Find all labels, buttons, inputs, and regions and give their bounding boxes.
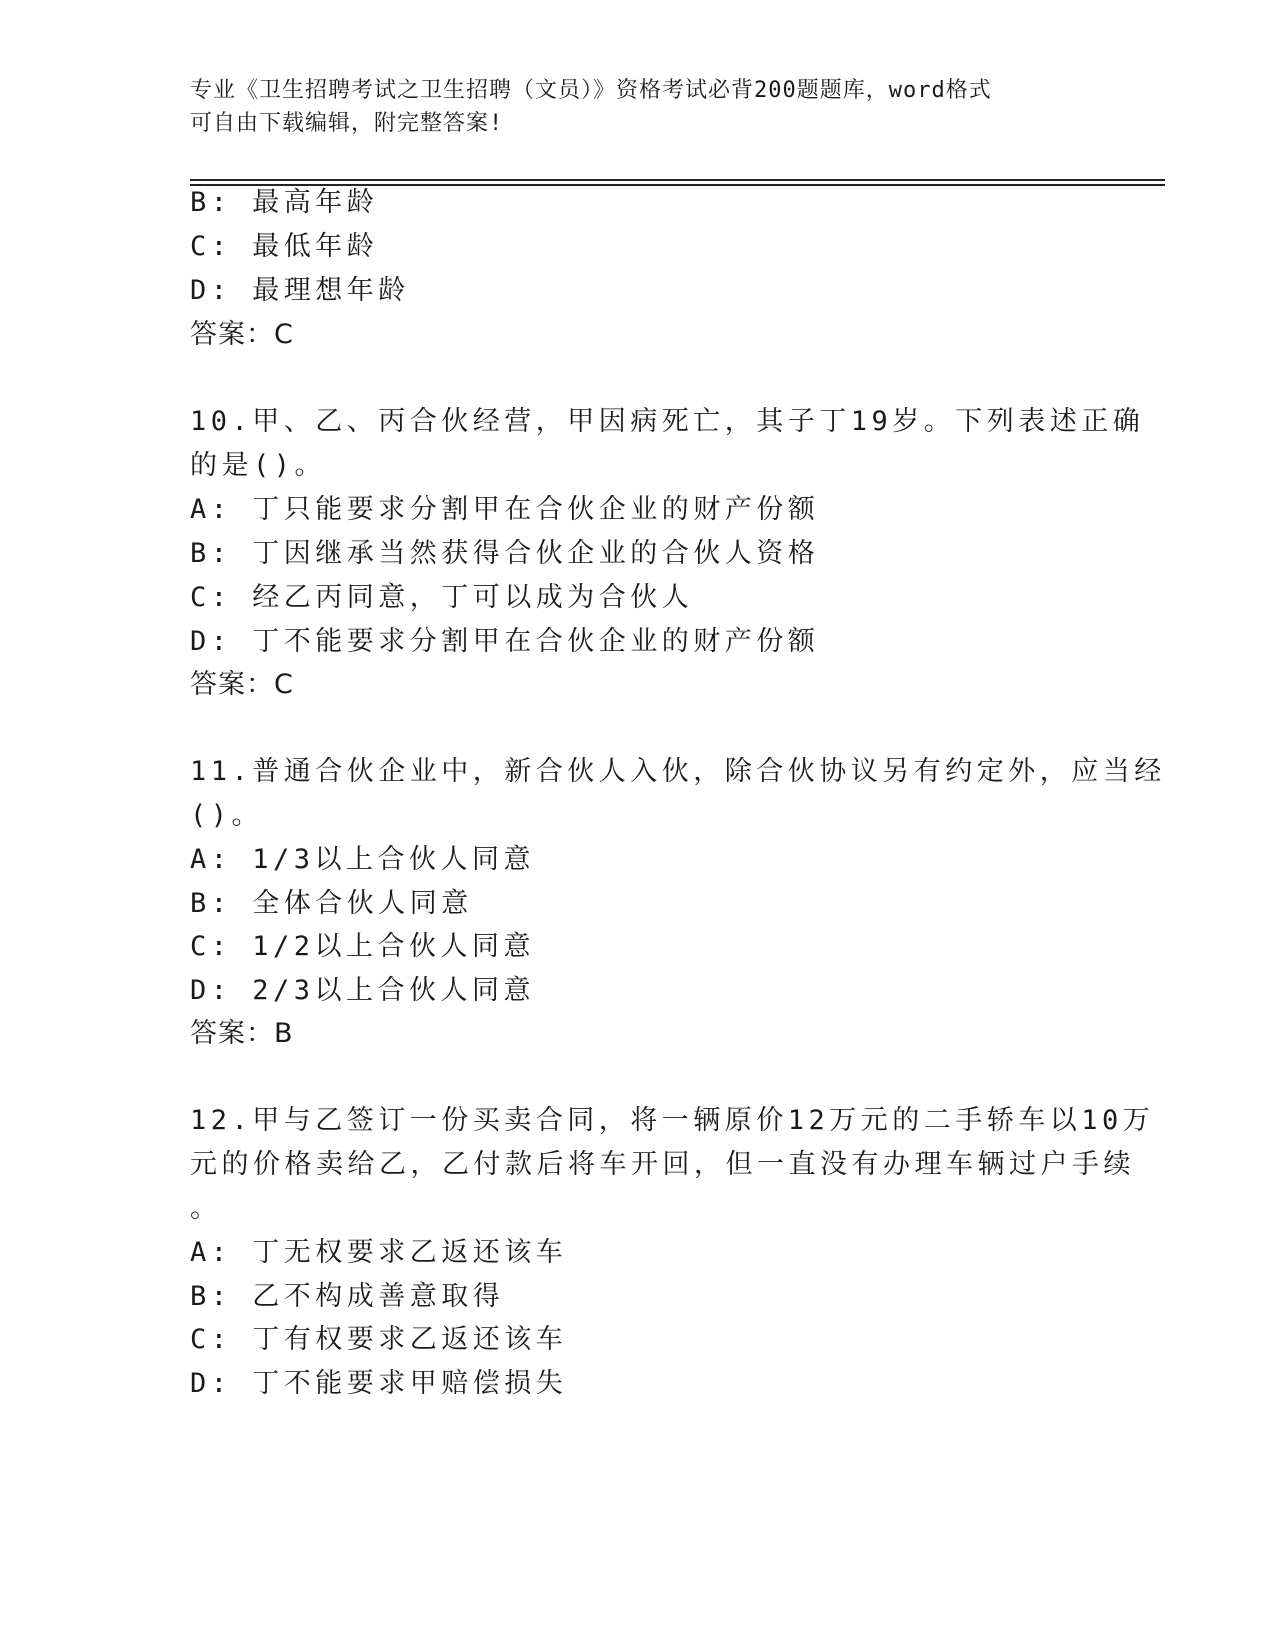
q11-answer: 答案：B (190, 1018, 294, 1049)
q10-option-b: B: 丁因继承当然获得合伙企业的合伙人资格 (190, 538, 820, 569)
q12-option-a: A: 丁无权要求乙返还该车 (190, 1237, 568, 1268)
q10-option-a: A: 丁只能要求分割甲在合伙企业的财产份额 (190, 494, 820, 525)
q9-option-c: C: 最低年龄 (190, 231, 379, 262)
q10-option-d: D: 丁不能要求分割甲在合伙企业的财产份额 (190, 626, 820, 657)
q10-stem-line-1: 10.甲、乙、丙合伙经营，甲因病死亡，其子丁19岁。下列表述正确 (190, 406, 1145, 437)
q9-option-b: B: 最高年龄 (190, 187, 379, 218)
q9-option-d: D: 最理想年龄 (190, 275, 410, 306)
q11-stem-line-1: 11.普通合伙企业中，新合伙人入伙，除合伙协议另有约定外，应当经 (190, 756, 1166, 787)
q10-option-c: C: 经乙丙同意，丁可以成为合伙人 (190, 582, 694, 613)
q12-option-c: C: 丁有权要求乙返还该车 (190, 1324, 568, 1355)
q10-stem-line-2: 的是()。 (190, 450, 327, 481)
q9-answer: 答案：C (190, 319, 294, 350)
q12-option-b: B: 乙不构成善意取得 (190, 1281, 505, 1312)
q12-option-d: D: 丁不能要求甲赔偿损失 (190, 1368, 568, 1399)
header-line-1: 专业《卫生招聘考试之卫生招聘（文员）》资格考试必背200题题库，word格式 (190, 78, 992, 103)
header-line-2: 可自由下载编辑，附完整答案! (190, 111, 504, 136)
q12-stem-line-2: 元的价格卖给乙，乙付款后将车开回，但一直没有办理车辆过户手续 (190, 1149, 1135, 1180)
q11-option-d: D: 2/3以上合伙人同意 (190, 975, 536, 1006)
q10-answer: 答案：C (190, 669, 294, 700)
q11-option-b: B: 全体合伙人同意 (190, 888, 473, 919)
q11-option-c: C: 1/2以上合伙人同意 (190, 931, 536, 962)
q11-stem-line-2: ()。 (190, 800, 264, 831)
q12-stem-line-1: 12.甲与乙签订一份买卖合同，将一辆原价12万元的二手轿车以10万 (190, 1105, 1155, 1136)
q11-option-a: A: 1/3以上合伙人同意 (190, 844, 536, 875)
document-header (190, 74, 1080, 140)
header-divider-top (190, 179, 1165, 181)
q12-stem-line-3: 。 (190, 1193, 222, 1224)
